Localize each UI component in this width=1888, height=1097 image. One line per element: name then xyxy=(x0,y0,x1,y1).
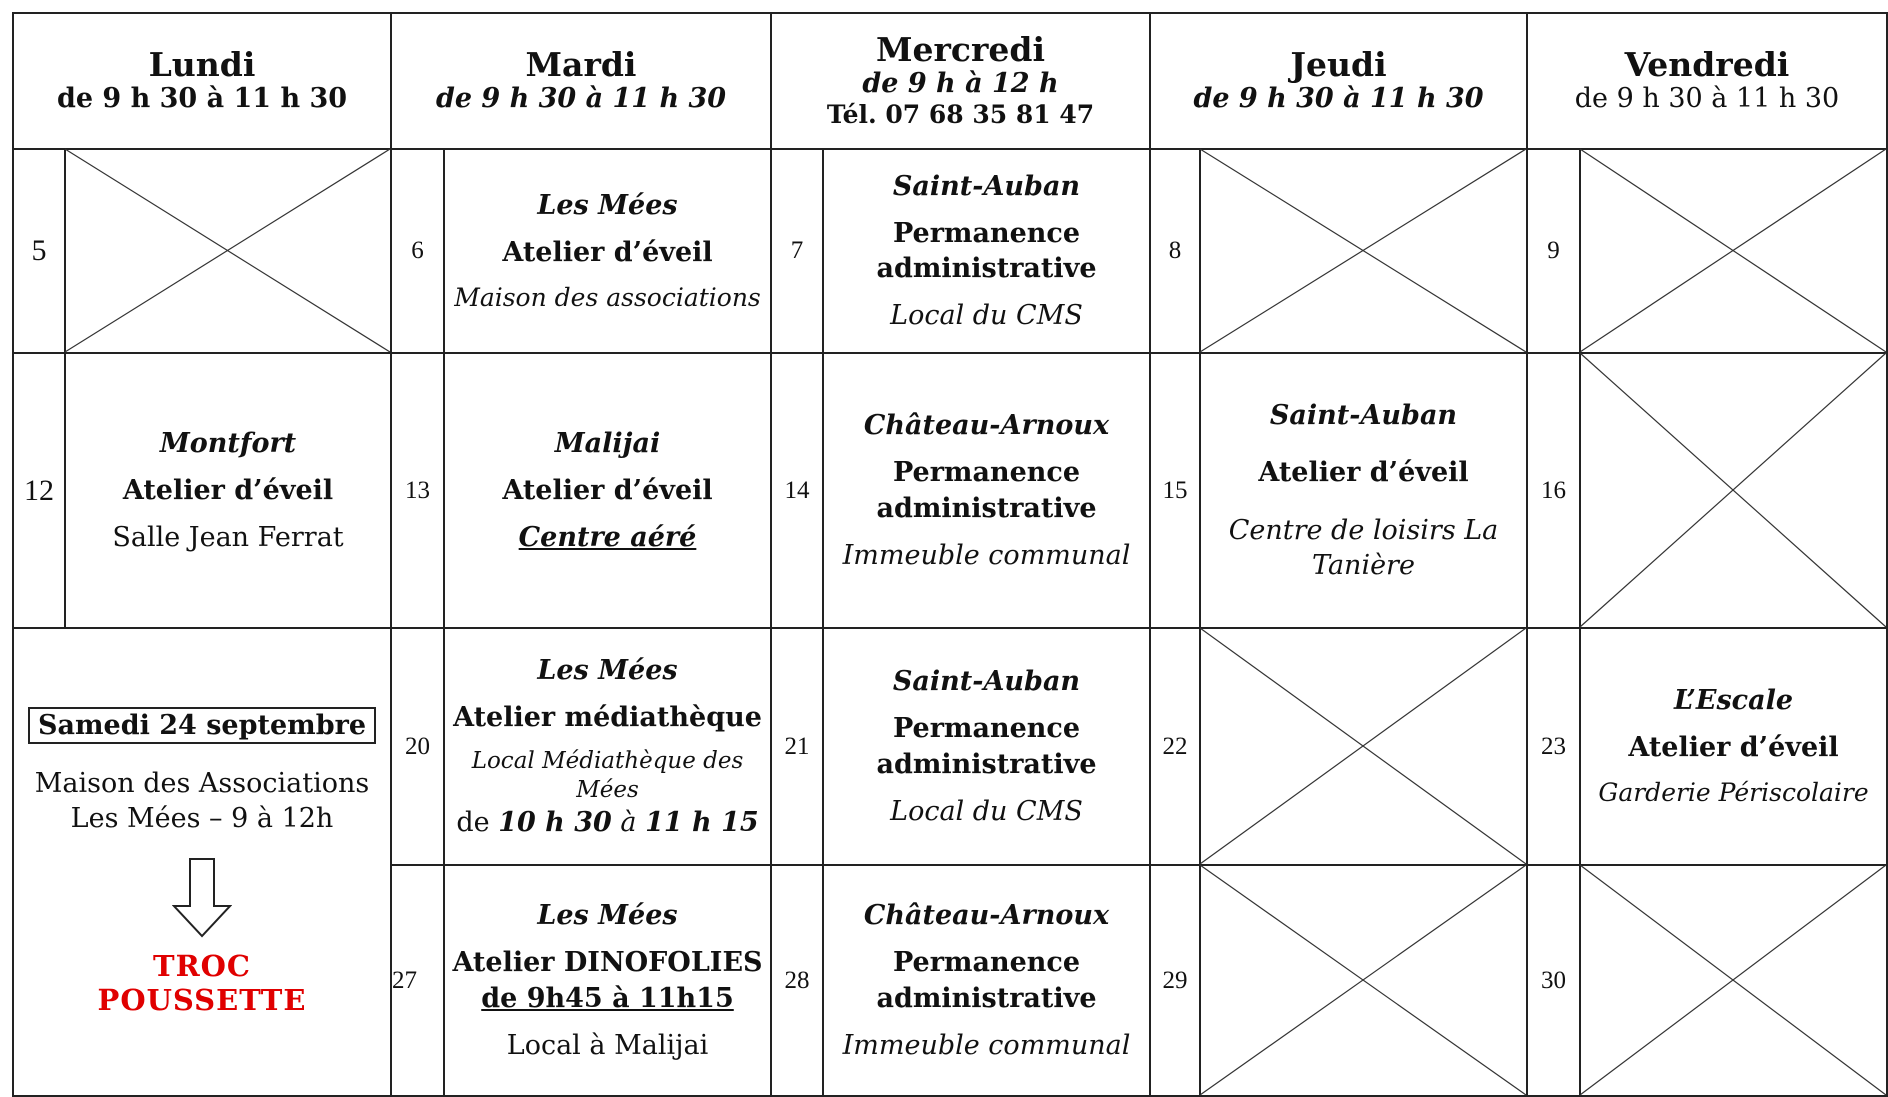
day-number: 30 xyxy=(1541,966,1566,994)
event-location: Immeuble communal xyxy=(842,1029,1131,1061)
crossed-out-cell xyxy=(1580,865,1886,1095)
day-number: 29 xyxy=(1162,966,1188,994)
day-hours: de 9 h 30 à 11 h 30 xyxy=(1574,82,1840,114)
event-title: Atelier d’éveil xyxy=(1258,457,1469,489)
day-name: Mercredi xyxy=(876,29,1045,69)
event-place: Saint-Auban xyxy=(1269,400,1458,432)
event-title: Permanence administrative xyxy=(876,947,1097,1014)
event-place: Malijai xyxy=(554,427,661,459)
time-mid: à xyxy=(620,806,637,838)
event-place: Saint-Auban xyxy=(892,170,1081,202)
header-mercredi xyxy=(772,14,1149,148)
day-number: 20 xyxy=(405,732,430,760)
special-event-cell xyxy=(14,629,390,1095)
crossed-out-cell xyxy=(1580,353,1886,627)
event-title: Permanence administrative xyxy=(876,713,1097,780)
event-place: Saint-Auban xyxy=(892,666,1081,698)
event-location: Immeuble communal xyxy=(842,539,1131,571)
event-location: Local Médiathèque des Mées xyxy=(471,748,744,804)
day-number: 23 xyxy=(1541,732,1566,760)
event-location: Centre aéré xyxy=(518,522,697,554)
day-number: 28 xyxy=(784,966,810,994)
event-title: Atelier DINOFOLIES xyxy=(452,947,763,979)
event-cell xyxy=(445,629,770,864)
crossed-out-cell xyxy=(1200,149,1526,352)
down-arrow-icon xyxy=(172,858,232,938)
event-title: Atelier d’éveil xyxy=(122,474,334,506)
header-jeudi xyxy=(1151,14,1526,148)
day-number: 13 xyxy=(405,476,430,504)
day-number: 8 xyxy=(1168,237,1182,264)
day-hours: de 9 h 30 à 11 h 30 xyxy=(1193,82,1484,114)
event-location: Salle Jean Ferrat xyxy=(112,522,344,554)
event-cell xyxy=(824,150,1149,352)
event-title: Permanence administrative xyxy=(876,217,1097,284)
event-cell xyxy=(824,866,1149,1095)
event-title: Atelier d’éveil xyxy=(502,474,713,506)
event-location: Local du CMS xyxy=(890,300,1083,332)
event-place: Château-Arnoux xyxy=(863,410,1110,442)
event-title: Atelier d’éveil xyxy=(502,236,713,268)
day-hours: de 9 h 30 à 11 h 30 xyxy=(56,82,348,114)
event-place: Les Mées xyxy=(537,900,678,932)
day-number: 7 xyxy=(790,237,804,264)
day-number: 12 xyxy=(24,473,54,507)
event-cell xyxy=(824,629,1149,864)
event-location: Maison des associations xyxy=(454,282,761,312)
special-event-location: Maison des Associations xyxy=(34,768,370,800)
event-place: L’Escale xyxy=(1673,685,1794,717)
day-name: Mardi xyxy=(525,44,637,84)
event-place: Montfort xyxy=(159,427,297,459)
time-end: 11 h 15 xyxy=(645,806,759,838)
special-event-title: POUSSETTE xyxy=(97,982,307,1017)
day-number: 27 xyxy=(392,966,417,994)
header-vendredi xyxy=(1528,14,1886,148)
day-name: Jeudi xyxy=(1290,44,1387,84)
crossed-out-cell xyxy=(1200,865,1526,1095)
day-number: 16 xyxy=(1541,476,1566,504)
event-place: Les Mées xyxy=(537,189,678,221)
event-cell xyxy=(66,354,390,627)
day-number: 5 xyxy=(31,234,47,267)
day-number: 22 xyxy=(1162,732,1188,760)
phone-number: Tél. 07 68 35 81 47 xyxy=(826,100,1095,130)
event-cell xyxy=(445,150,770,352)
day-number: 15 xyxy=(1162,476,1188,504)
event-location: Local du CMS xyxy=(890,795,1083,827)
event-location: Garderie Périscolaire xyxy=(1598,778,1869,808)
time-prefix: de xyxy=(456,806,490,838)
event-cell xyxy=(1201,354,1526,627)
special-event-date: Samedi 24 septembre xyxy=(28,707,376,744)
header-lundi xyxy=(14,14,390,148)
event-title: Permanence administrative xyxy=(876,457,1097,524)
special-event-title: TROC xyxy=(152,949,252,984)
event-title: Atelier d’éveil xyxy=(1628,732,1839,764)
event-place: Château-Arnoux xyxy=(863,900,1110,932)
event-cell xyxy=(445,354,770,627)
event-place: Les Mées xyxy=(537,655,678,687)
event-location: Local à Malijai xyxy=(506,1029,709,1061)
event-location: Centre de loisirs La Tanière xyxy=(1228,514,1499,581)
day-name: Vendredi xyxy=(1624,44,1790,84)
day-number: 14 xyxy=(784,476,810,504)
event-cell xyxy=(1581,629,1886,864)
crossed-out-cell xyxy=(1200,628,1526,864)
day-name: Lundi xyxy=(148,44,256,84)
crossed-out-cell xyxy=(1580,149,1886,352)
event-title: Atelier médiathèque xyxy=(453,702,762,734)
crossed-out-cell xyxy=(65,149,390,352)
day-number: 9 xyxy=(1547,237,1560,264)
day-number: 6 xyxy=(411,237,424,264)
day-hours: de 9 h 30 à 11 h 30 xyxy=(435,82,727,114)
event-time: de 9h45 à 11h15 xyxy=(481,982,734,1014)
special-event-location: Les Mées – 9 à 12h xyxy=(70,803,334,835)
time-start: 10 h 30 xyxy=(498,806,612,838)
day-number: 21 xyxy=(784,732,810,760)
event-cell xyxy=(824,354,1149,627)
header-mardi xyxy=(392,14,770,148)
event-time xyxy=(456,805,758,840)
event-cell xyxy=(445,866,770,1095)
day-hours: de 9 h à 12 h xyxy=(862,67,1059,99)
